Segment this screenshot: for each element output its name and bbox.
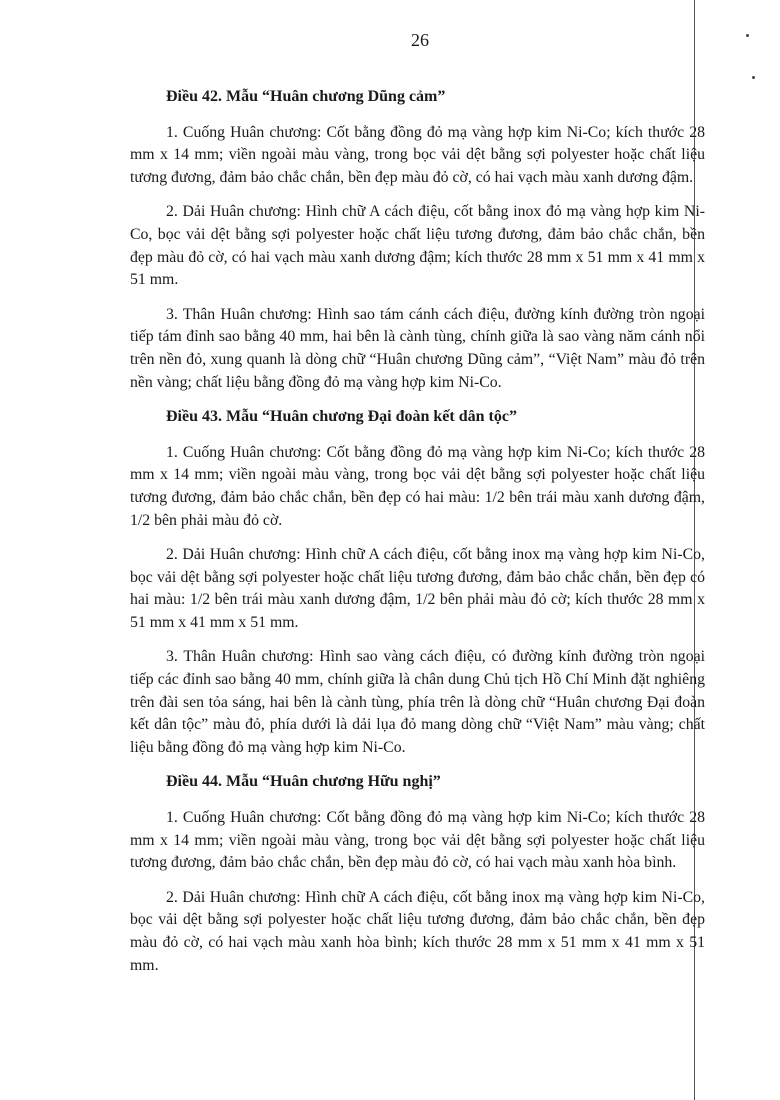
article-43	[130, 406, 705, 759]
article-paragraph: 2. Dải Huân chương: Hình chữ A cách điệu, cốt bằng inox mạ vàng hợp kim Ni-Co, bọc vải dệt bằng sợi polyester hoặc chất liệu tương đương, đảm bảo chắc chắn, bền đẹp có hai màu: 1/2 bên trái màu xanh dương đậm, 1/2 bên phải màu đỏ cờ; kích thước 28 mm x 51 mm x 41 mm x 51 mm.	[130, 546, 705, 631]
article-paragraph: 2. Dải Huân chương: Hình chữ A cách điệu, cốt bằng inox đỏ mạ vàng hợp kim Ni-Co, bọc vải dệt bằng sợi polyester hoặc chất liệu tương đương, đảm bảo chắc chắn, bền đẹp màu đỏ cờ, có hai vạch màu xanh dương đậm; kích thước 28 mm x 51 mm x 41 mm x 51 mm.	[130, 203, 705, 289]
article-44	[130, 771, 705, 977]
scan-speck	[752, 76, 755, 79]
article-paragraph: 2. Dải Huân chương: Hình chữ A cách điệu, cốt bằng inox mạ vàng hợp kim Ni-Co, bọc vải dệt bằng sợi polyester hoặc chất liệu tương đương, đảm bảo chắc chắn, bền đẹp màu đỏ cờ, có hai vạch màu xanh hòa bình; kích thước 28 mm x 51 mm x 41 mm x 51 mm.	[130, 888, 705, 974]
article-paragraph: 3. Thân Huân chương: Hình sao vàng cách điệu, có đường kính đường tròn ngoại tiếp các đỉnh sao bằng 40 mm, chính giữa là chân dung Chủ tịch Hồ Chí Minh đặt nghiêng trên đài sen tỏa sáng, hai bên là cành tùng, phía trên là dòng chữ “Huân chương Đại đoàn kết dân tộc” màu đỏ, phía dưới là dải lụa đỏ mang dòng chữ “Việt Nam” màu vàng; chất liệu bằng đồng đỏ mạ vàng hợp kim Ni-Co.	[130, 648, 705, 756]
page-number: 26	[411, 30, 429, 50]
article-paragraph: 1. Cuống Huân chương: Cốt bằng đồng đỏ mạ vàng hợp kim Ni-Co; kích thước 28 mm x 14 mm; viền ngoài màu vàng, trong bọc vải dệt bằng sợi polyester hoặc chất liệu tương đương, đảm bảo chắc chắn, bền đẹp có hai màu: 1/2 bên trái màu xanh dương đậm, 1/2 bên phải màu đỏ cờ.	[130, 443, 705, 529]
article-paragraph: 1. Cuống Huân chương: Cốt bằng đồng đỏ mạ vàng hợp kim Ni-Co; kích thước 28 mm x 14 mm; viền ngoài màu vàng, trong bọc vải dệt bằng sợi polyester hoặc chất liệu tương đương, đảm bảo chắc chắn, bền đẹp màu đỏ cờ, có hai vạch màu xanh dương đậm.	[130, 123, 705, 186]
article-42	[130, 86, 705, 394]
article-title: Điều 42. Mẫu “Huân chương Dũng cảm”	[166, 88, 446, 105]
document-body	[130, 86, 705, 989]
article-title: Điều 44. Mẫu “Huân chương Hữu nghị”	[166, 773, 441, 791]
article-title: Điều 43. Mẫu “Huân chương Đại đoàn kết dân tộc”	[166, 408, 517, 426]
article-paragraph: 1. Cuống Huân chương: Cốt bằng đồng đỏ mạ vàng hợp kim Ni-Co; kích thước 28 mm x 14 mm; viền ngoài màu vàng, trong bọc vải dệt bằng sợi polyester hoặc chất liệu tương đương, đảm bảo chắc chắn, bền đẹp màu đỏ cờ, có hai vạch màu xanh hòa bình.	[130, 809, 705, 872]
article-paragraph: 3. Thân Huân chương: Hình sao tám cánh cách điệu, đường kính đường tròn ngoại tiếp tám đỉnh sao bằng 40 mm, hai bên là cành tùng, chính giữa là sao vàng năm cánh nổi trên nền đỏ, xung quanh là dòng chữ “Huân chương Dũng cảm”, “Việt Nam” màu đỏ trên nền vàng; chất liệu bằng đồng đỏ mạ vàng hợp kim Ni-Co.	[130, 305, 705, 391]
